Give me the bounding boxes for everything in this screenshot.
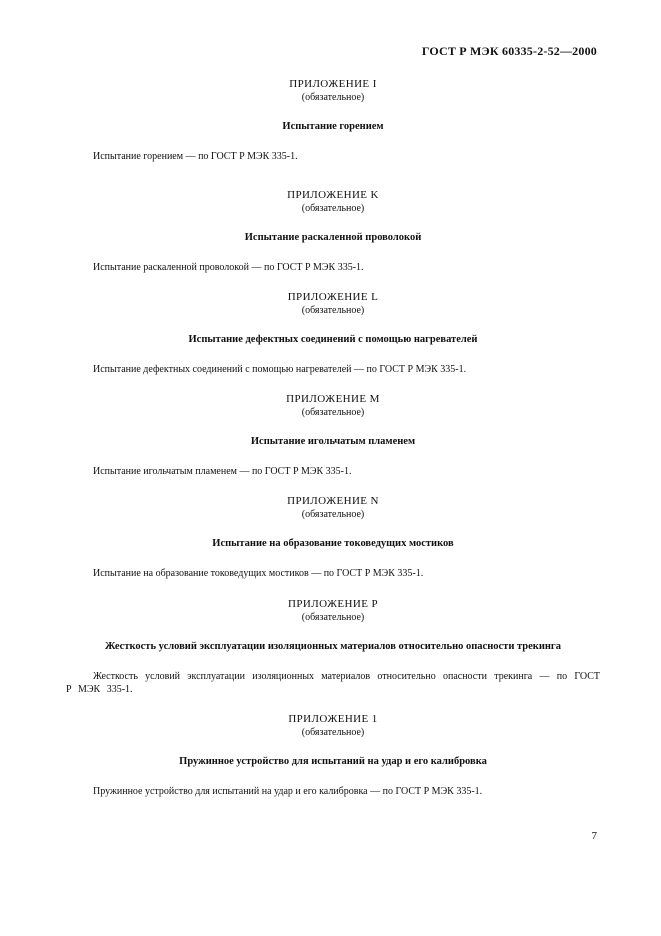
page-number: 7	[591, 830, 597, 842]
appendix-text: Испытание горением — по ГОСТ Р МЭК 335-1.	[93, 151, 298, 162]
appendix-heading: Пружинное устройство для испытаний на удар и его калибровка	[179, 756, 487, 767]
appendix-status: (обязательное)	[301, 305, 365, 316]
appendix-status: (обязательное)	[301, 727, 365, 738]
appendix-p	[66, 598, 600, 696]
document-code-header: ГОСТ Р МЭК 60335-2-52—2000	[421, 44, 597, 58]
appendix-title: ПРИЛОЖЕНИЕ P	[288, 598, 378, 610]
appendix-title: ПРИЛОЖЕНИЕ M	[286, 393, 380, 405]
appendix-text: Жесткость условий эксплуатации изоляционных материалов относительно опасности трекинга — по ГОСТ Р МЭК 335-1.	[66, 671, 600, 695]
appendix-1	[66, 713, 600, 798]
appendix-status: (обязательное)	[301, 92, 365, 103]
appendix-text: Испытание раскаленной проволокой — по ГОСТ Р МЭК 335-1.	[93, 262, 364, 273]
appendix-title: ПРИЛОЖЕНИЕ 1	[288, 713, 378, 725]
appendix-text: Испытание игольчатым пламенем — по ГОСТ Р МЭК 335-1.	[93, 466, 352, 477]
appendix-heading: Испытание дефектных соединений с помощью нагревателей	[188, 334, 478, 345]
appendix-heading: Испытание раскаленной проволокой	[244, 232, 422, 243]
appendix-heading: Испытание на образование токоведущих мостиков	[212, 538, 454, 549]
appendix-title: ПРИЛОЖЕНИЕ K	[287, 189, 379, 201]
appendix-status: (обязательное)	[301, 203, 365, 214]
appendix-status: (обязательное)	[301, 612, 365, 623]
appendix-n	[66, 495, 600, 580]
appendix-text: Испытание дефектных соединений с помощью нагревателей — по ГОСТ Р МЭК 335-1.	[93, 364, 467, 375]
appendix-i	[66, 78, 600, 163]
appendix-l	[66, 291, 600, 376]
appendix-title: ПРИЛОЖЕНИЕ I	[289, 78, 377, 90]
appendix-m	[66, 393, 600, 478]
appendix-text: Пружинное устройство для испытаний на удар и его калибровка — по ГОСТ Р МЭК 335-1.	[93, 786, 483, 797]
appendix-heading: Жесткость условий эксплуатации изоляционных материалов относительно опасности трекинга	[105, 641, 561, 652]
appendix-heading: Испытание игольчатым пламенем	[250, 436, 416, 447]
appendix-heading: Испытание горением	[282, 121, 384, 132]
appendix-text: Испытание на образование токоведущих мостиков — по ГОСТ Р МЭК 335-1.	[93, 568, 424, 579]
appendix-status: (обязательное)	[301, 407, 365, 418]
appendix-k	[66, 189, 600, 274]
appendix-status: (обязательное)	[301, 509, 365, 520]
appendix-title: ПРИЛОЖЕНИЕ N	[287, 495, 379, 507]
appendix-title: ПРИЛОЖЕНИЕ L	[287, 291, 379, 303]
